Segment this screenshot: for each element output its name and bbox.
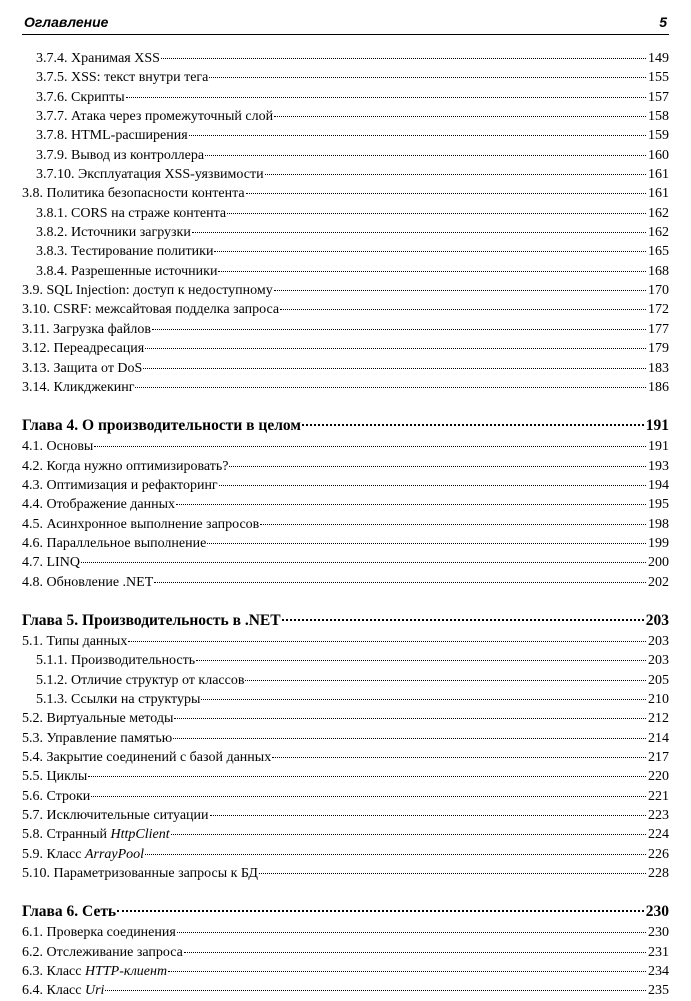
toc-entry-title: [22, 184, 245, 203]
toc-entry-title-text: Глава 5. Производительность в .NET: [22, 611, 281, 629]
toc-entry-title-text: 6.3. Класс: [22, 964, 85, 980]
toc-entry: [22, 632, 669, 651]
dot-leader: [168, 971, 646, 972]
toc-page-number: 155: [648, 70, 669, 86]
toc-entry-title: [36, 262, 217, 281]
toc-entry: [22, 476, 669, 495]
toc-page-number: 157: [648, 89, 669, 105]
toc-page-number: 226: [648, 846, 669, 862]
dot-leader: [260, 524, 646, 525]
toc-entry-title: [22, 320, 151, 339]
toc-chapter-heading: [22, 415, 669, 437]
toc-page-number: 159: [648, 128, 669, 144]
toc-page-number: 212: [648, 711, 669, 727]
toc-entry-title: [22, 437, 93, 456]
toc-entry-title-text: 5.2. Виртуальные методы: [22, 711, 174, 727]
toc-entry-title-text: 6.1. Проверка соединения: [22, 925, 176, 941]
dot-leader: [174, 718, 646, 719]
toc-entry-title: [22, 767, 87, 786]
toc-page-number: 194: [648, 477, 669, 493]
toc-entry-title: [22, 962, 167, 981]
toc-page-number: 191: [648, 439, 669, 455]
dot-leader: [210, 815, 646, 816]
dot-leader: [265, 174, 646, 175]
toc-entry-title: [22, 281, 273, 300]
toc-entry-title-text: 5.6. Строки: [22, 788, 91, 804]
toc-entry: [22, 68, 669, 87]
toc-entry-title: [36, 107, 273, 126]
header-page-number: 5: [659, 14, 667, 30]
dot-leader: [209, 77, 646, 78]
toc-entry-title-text: 3.8.2. Источники загрузки: [36, 225, 191, 241]
toc-entry-title: [22, 495, 175, 514]
toc-entry: [22, 729, 669, 748]
toc-entry-title-text: 4.7. LINQ: [22, 555, 80, 571]
dot-leader: [135, 387, 646, 388]
toc-entry: [22, 806, 669, 825]
toc-entry-title: [22, 709, 173, 728]
dot-leader: [205, 155, 646, 156]
toc-entry-title: [22, 359, 142, 378]
toc-page-number: 203: [648, 653, 669, 669]
dot-leader: [227, 213, 646, 214]
toc-entry-title-text: 3.7.6. Скрипты: [36, 89, 125, 105]
toc-page-number: 200: [648, 555, 669, 571]
toc-entry: [22, 378, 669, 397]
toc-entry-title: [22, 981, 104, 1000]
dot-leader: [201, 699, 646, 700]
toc-entry-title-text: 4.6. Параллельное выполнение: [22, 535, 207, 551]
toc-entry-title-text: 5.4. Закрытие соединений с базой данных: [22, 750, 272, 765]
toc-entry: [22, 126, 669, 145]
toc-entry: [22, 981, 669, 1000]
toc-entry-title: [36, 204, 226, 223]
toc-entry: [22, 437, 669, 456]
toc-entry: [22, 864, 669, 883]
toc-entry: [22, 943, 669, 962]
toc-entry-title-text: 5.5. Циклы: [22, 769, 88, 785]
toc-entry-title-text: 5.8. Странный: [22, 827, 111, 843]
toc-entry-title-text: 4.2. Когда нужно оптимизировать?: [22, 458, 229, 474]
toc-entry-title-italic: Uri: [84, 983, 105, 999]
toc-page-number: 235: [648, 983, 669, 999]
toc-entry-title-text: 3.8.3. Тестирование политики: [36, 244, 214, 260]
toc-page-number: 160: [648, 147, 669, 163]
toc-entry-title-text: 5.7. Исключительные ситуации: [22, 808, 209, 824]
toc-entry: [22, 204, 669, 223]
toc-entry-title-text: 3.8.1. CORS на страже контента: [36, 205, 227, 221]
toc-entry-title: [22, 534, 206, 553]
dot-leader: [145, 348, 646, 349]
toc-page-number: 228: [648, 866, 669, 882]
toc-entry-title-italic: HTTP-клиент: [84, 964, 168, 980]
toc-page-number: 223: [648, 808, 669, 824]
toc-entry: [22, 223, 669, 242]
toc-page-number: 230: [645, 903, 669, 921]
toc-page-number: 203: [645, 611, 669, 629]
table-of-contents: [22, 49, 669, 1001]
dot-leader: [207, 543, 646, 544]
toc-page-number: 220: [648, 769, 669, 785]
toc-entry-title-text: 4.1. Основы: [22, 439, 94, 455]
toc-page-number: 214: [648, 730, 669, 746]
dot-leader: [245, 680, 646, 681]
dot-leader: [145, 854, 646, 855]
toc-entry-title: [22, 476, 218, 495]
toc-entry-title-text: 3.8.4. Разрешенные источники: [36, 263, 218, 279]
toc-entry-title-text: 4.5. Асинхронное выполнение запросов: [22, 516, 260, 532]
dot-leader: [161, 58, 646, 59]
toc-entry-title: [22, 339, 144, 358]
toc-entry-title-text: 5.1.3. Ссылки на структуры: [36, 691, 201, 707]
dot-leader: [177, 932, 646, 933]
toc-entry: [22, 748, 669, 767]
toc-entry: [22, 242, 669, 261]
toc-entry-title: [22, 515, 259, 534]
toc-entry: [22, 88, 669, 107]
toc-entry-title-text: 5.1.1. Производительность: [36, 653, 196, 669]
toc-entry-title-text: 4.8. Обновление .NET: [22, 574, 154, 590]
toc-entry-title: [22, 787, 90, 806]
toc-page-number: 191: [645, 417, 669, 435]
toc-entry-title-text: 3.14. Кликджекинг: [22, 379, 135, 395]
toc-entry: [22, 787, 669, 806]
toc-page-number: 203: [648, 633, 669, 649]
toc-entry-title: [36, 126, 188, 145]
toc-entry-title-text: 3.12. Переадресация: [22, 341, 145, 357]
toc-entry-title-text: 3.10. CSRF: межсайтовая подделка запроса: [22, 302, 280, 318]
toc-page-number: 162: [648, 225, 669, 241]
toc-entry-title: [22, 864, 258, 883]
toc-entry: [22, 262, 669, 281]
toc-page-number: 230: [648, 925, 669, 941]
toc-entry-title-text: 3.7.4. Хранимая XSS: [36, 51, 160, 66]
toc-entry-title: [36, 88, 125, 107]
toc-entry-title: [22, 825, 170, 844]
toc-entry: [22, 573, 669, 592]
toc-entry-title-text: 3.7.7. Атака через промежуточный слой: [36, 109, 274, 125]
toc-entry-title-text: 3.9. SQL Injection: доступ к недоступному: [22, 283, 273, 299]
dot-leader: [126, 97, 646, 98]
toc-page-number: 179: [648, 341, 669, 357]
toc-entry: [22, 184, 669, 203]
toc-page-number: 199: [648, 535, 669, 551]
dot-leader: [176, 504, 646, 505]
toc-page-number: 161: [648, 167, 669, 183]
toc-entry-title: [36, 165, 264, 184]
dot-leader: [189, 135, 646, 136]
toc-entry: [22, 495, 669, 514]
toc-entry-title-italic: HttpClient: [110, 827, 170, 843]
toc-page-number: 186: [648, 379, 669, 395]
dot-leader: [105, 990, 646, 991]
dot-leader: [302, 424, 644, 426]
toc-entry-title: [22, 901, 116, 923]
toc-page-number: 231: [648, 944, 669, 960]
toc-entry-title-text: 3.7.8. HTML-расширения: [36, 128, 188, 144]
dot-leader: [246, 193, 646, 194]
dot-leader: [282, 619, 644, 621]
dot-leader: [196, 660, 646, 661]
toc-entry-title: [22, 729, 172, 748]
toc-entry-title: [36, 671, 244, 690]
toc-page-number: 221: [648, 788, 669, 804]
dot-leader: [91, 796, 646, 797]
dot-leader: [214, 251, 646, 252]
toc-page-number: 224: [648, 827, 669, 843]
toc-entry: [22, 690, 669, 709]
toc-entry-title-text: 3.7.9. Вывод из контроллера: [36, 147, 205, 163]
dot-leader: [219, 485, 646, 486]
toc-entry: [22, 339, 669, 358]
toc-page-number: 217: [648, 750, 669, 765]
toc-entry: [22, 845, 669, 864]
toc-entry-title-text: Глава 6. Сеть: [22, 903, 117, 921]
dot-leader: [272, 757, 646, 758]
toc-entry-title-text: 5.1. Типы данных: [22, 633, 128, 649]
toc-entry: [22, 49, 669, 68]
toc-entry-title: [22, 748, 271, 767]
toc-page-number: 149: [648, 51, 669, 66]
dot-leader: [117, 910, 644, 912]
toc-entry-title-text: 3.11. Загрузка файлов: [22, 321, 151, 337]
toc-entry-title-text: Глава 4. О производительности в целом: [22, 417, 301, 435]
toc-page-number: 177: [648, 321, 669, 337]
toc-entry: [22, 767, 669, 786]
dot-leader: [184, 952, 646, 953]
dot-leader: [274, 116, 646, 117]
toc-entry-title-text: 6.2. Отслеживание запроса: [22, 944, 183, 960]
toc-entry-title: [36, 146, 204, 165]
toc-entry-title-text: 4.3. Оптимизация и рефакторинг: [22, 477, 218, 493]
dot-leader: [218, 271, 646, 272]
toc-entry-title-text: 5.3. Управление памятью: [22, 730, 173, 746]
dot-leader: [192, 232, 646, 233]
toc-entry: [22, 457, 669, 476]
toc-entry: [22, 923, 669, 942]
toc-page-number: 158: [648, 109, 669, 125]
toc-entry: [22, 825, 669, 844]
toc-page-number: 205: [648, 672, 669, 688]
toc-chapter-heading: [22, 901, 669, 923]
toc-entry-title: [22, 300, 279, 319]
toc-page-number: 198: [648, 516, 669, 532]
toc-page-number: 183: [648, 360, 669, 376]
toc-entry: [22, 107, 669, 126]
toc-entry-title: [22, 553, 80, 572]
dot-leader: [154, 582, 646, 583]
toc-entry-title: [22, 806, 209, 825]
dot-leader: [259, 873, 646, 874]
toc-chapter-heading: [22, 610, 669, 632]
dot-leader: [94, 446, 646, 447]
dot-leader: [171, 834, 646, 835]
toc-entry: [22, 146, 669, 165]
toc-entry-title: [22, 923, 176, 942]
toc-entry-title: [22, 378, 134, 397]
toc-page-number: 202: [648, 574, 669, 590]
dot-leader: [81, 562, 646, 563]
toc-entry: [22, 515, 669, 534]
toc-entry-title: [22, 573, 153, 592]
toc-entry-title-italic: ArrayPool: [84, 846, 145, 862]
toc-page-number: 162: [648, 205, 669, 221]
toc-entry: [22, 709, 669, 728]
toc-entry-title: [22, 943, 183, 962]
toc-page-number: 172: [648, 302, 669, 318]
toc-entry-title-text: 5.9. Класс: [22, 846, 85, 862]
toc-entry-title: [22, 845, 144, 864]
dot-leader: [280, 309, 646, 310]
toc-entry-title: [36, 651, 195, 670]
toc-entry-title: [36, 68, 208, 87]
header-title: Оглавление: [24, 14, 109, 30]
dot-leader: [152, 329, 646, 330]
dot-leader: [143, 368, 646, 369]
toc-page-number: 234: [648, 964, 669, 980]
running-header: [22, 12, 669, 35]
toc-entry-title-text: 6.4. Класс: [22, 983, 85, 999]
toc-entry-title: [22, 610, 281, 632]
dot-leader: [274, 290, 646, 291]
toc-page-number: 195: [648, 497, 669, 513]
toc-entry-title-text: 4.4. Отображение данных: [22, 497, 176, 513]
toc-entry-title-text: 5.1.2. Отличие структур от классов: [36, 672, 245, 688]
toc-entry-title: [22, 457, 228, 476]
toc-entry-title: [22, 415, 301, 437]
dot-leader: [173, 738, 646, 739]
toc-entry: [22, 300, 669, 319]
toc-entry: [22, 320, 669, 339]
toc-page-number: 170: [648, 283, 669, 299]
toc-entry-title-text: 3.8. Политика безопасности контента: [22, 186, 245, 202]
toc-entry-title: [36, 690, 200, 709]
toc-entry: [22, 651, 669, 670]
toc-entry-title: [36, 49, 160, 68]
toc-entry-title: [36, 242, 213, 261]
toc-entry-title-text: 3.7.5. XSS: текст внутри тега: [36, 70, 209, 86]
dot-leader: [128, 641, 646, 642]
toc-entry: [22, 553, 669, 572]
toc-page-number: 210: [648, 691, 669, 707]
toc-entry: [22, 165, 669, 184]
dot-leader: [229, 466, 646, 467]
toc-entry-title-text: 3.7.10. Эксплуатация XSS-уязвимости: [36, 167, 264, 183]
toc-entry-title: [36, 223, 191, 242]
toc-page-number: 168: [648, 263, 669, 279]
toc-entry: [22, 534, 669, 553]
toc-page-number: 161: [648, 186, 669, 202]
toc-entry: [22, 281, 669, 300]
toc-entry-title: [22, 632, 127, 651]
toc-page-number: 193: [648, 458, 669, 474]
toc-entry: [22, 962, 669, 981]
toc-entry: [22, 671, 669, 690]
toc-entry: [22, 359, 669, 378]
toc-entry-title-text: 3.13. Защита от DoS: [22, 360, 143, 376]
dot-leader: [88, 776, 646, 777]
toc-page-number: 165: [648, 244, 669, 260]
toc-entry-title-text: 5.10. Параметризованные запросы к БД: [22, 866, 258, 882]
